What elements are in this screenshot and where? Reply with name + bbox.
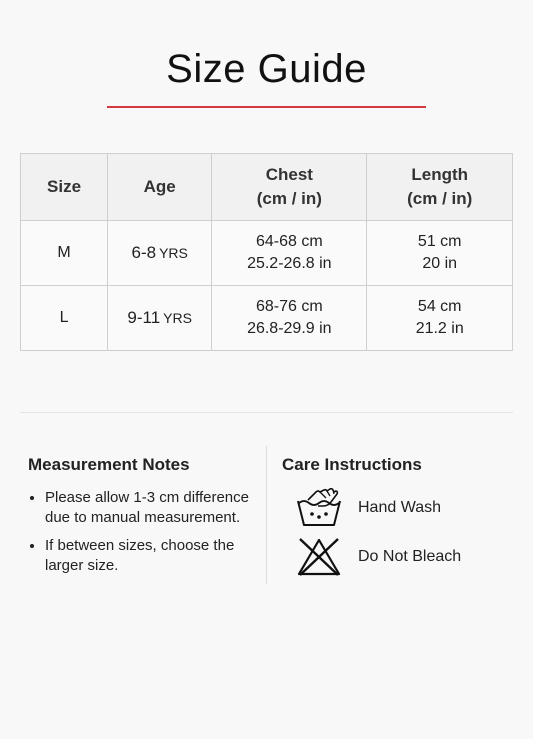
measurement-notes	[28, 455, 258, 584]
cell-chest	[212, 221, 367, 286]
cell-size: M	[21, 221, 108, 286]
cell-age	[108, 221, 212, 286]
notes-list	[28, 488, 258, 576]
header-chest	[212, 154, 367, 221]
header-size	[21, 154, 108, 221]
header-age	[108, 154, 212, 221]
table-row	[21, 221, 513, 286]
page-title: Size Guide	[166, 47, 367, 91]
care-item-hand-wash	[296, 488, 441, 528]
care-label: Hand Wash	[358, 499, 441, 516]
cell-length	[367, 286, 513, 351]
hand-wash-icon	[296, 488, 342, 528]
cell-chest	[212, 286, 367, 351]
care-instructions	[282, 455, 512, 565]
column-divider	[266, 446, 267, 584]
size-table	[20, 153, 513, 351]
care-item-do-not-bleach	[296, 537, 461, 577]
age-unit: YRS	[159, 244, 188, 261]
header-length-unit: (cm / in)	[407, 189, 473, 208]
notes-heading: Measurement Notes	[28, 455, 190, 474]
header-length-label: Length	[411, 165, 469, 184]
do-not-bleach-icon	[296, 537, 342, 577]
chest-in: 25.2-26.8 in	[247, 255, 332, 272]
header-age-label: Age	[143, 177, 176, 196]
chest-cm: 64-68 cm	[255, 233, 323, 250]
age-unit: YRS	[163, 309, 192, 326]
care-label: Do Not Bleach	[358, 548, 462, 565]
cell-size: L	[21, 286, 108, 351]
length-in: 20 in	[422, 255, 458, 272]
section-divider	[20, 412, 513, 413]
list-item: • Please allow 1-3 cm difference due to manual measurement.	[45, 488, 258, 528]
length-in: 21.2 in	[415, 320, 464, 337]
age-value: 9-11	[127, 307, 161, 327]
chest-cm: 68-76 cm	[255, 298, 323, 315]
header-chest-label: Chest	[265, 165, 313, 184]
cell-age	[108, 286, 212, 351]
title-underline	[107, 106, 426, 108]
cell-length	[367, 221, 513, 286]
chest-in: 26.8-29.9 in	[247, 320, 332, 337]
header-size-label: Size	[47, 177, 82, 196]
table-header-row	[21, 154, 513, 221]
header-length	[367, 154, 513, 221]
header-chest-unit: (cm / in)	[256, 189, 322, 208]
care-heading: Care Instructions	[282, 455, 422, 474]
table-row	[21, 286, 513, 351]
length-cm: 54 cm	[417, 298, 462, 315]
length-cm: 51 cm	[417, 233, 462, 250]
age-value: 6-8	[131, 242, 157, 262]
list-item: • If between sizes, choose the larger size.	[45, 536, 258, 576]
